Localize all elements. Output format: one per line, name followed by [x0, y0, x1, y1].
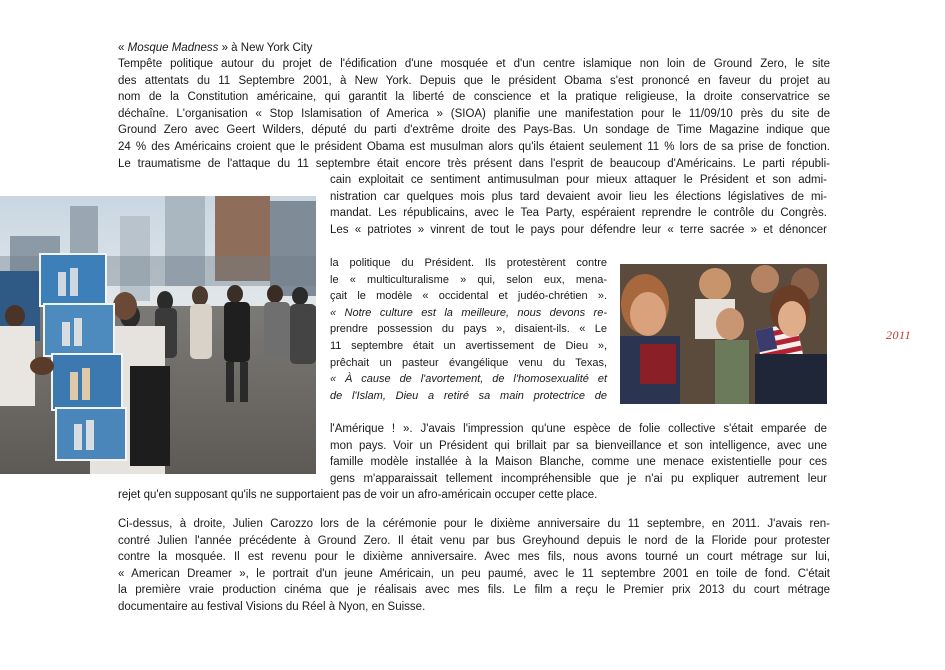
text-line: Ci-dessus, à droite, Julien Carozzo lors de la cérémonie pour le dixième anniversaire du 11 septembre, en 2011. J'avais ren- — [118, 518, 830, 530]
text-line: mandat. Les républicains, avec le Tea Party, espéraient reprendre le contrôle du Congrès. — [330, 207, 827, 220]
text-line: documentaire au festival Visions du Réel à Nyon, en Suisse. — [118, 600, 426, 613]
text-line: « American Dreamer », le portrait d'un jeune Américain, un peu paumé, avec le 11 septembre 2001 en toile de fond. C'était — [118, 567, 830, 580]
text-line: 11 septembre était un avertissement de Dieu », — [330, 339, 607, 352]
paragraph-1-low — [330, 421, 827, 487]
text-line: la politique du Président. Ils protestèrent contre — [330, 257, 607, 269]
paragraph-1-end — [118, 487, 830, 504]
heading-suffix: » à New York City — [221, 42, 313, 54]
heading-italic: Mosque Madness — [127, 42, 219, 54]
text-line: cain exploitait ce sentiment antimusulman pour mieux attaquer le Président et son admi- — [330, 174, 827, 186]
margin-year: 2011 — [886, 328, 912, 342]
text-line: « À cause de l'avortement, de l'homosexualité et — [330, 373, 607, 386]
paragraph-2 — [118, 516, 830, 616]
text-line: contre la mosquée. Il est revenu pour le dixième anniversaire. Avec mes fils, nous avons tourné un court métrage sur lui, — [118, 551, 830, 564]
photo-ground-zero-crowd-image — [0, 196, 316, 474]
paragraph-1-narrow — [330, 255, 607, 404]
text-line: « Notre culture est la meilleure, nous devons re- — [330, 306, 607, 319]
text-line: des attentats du 11 Septembre 2001, à New York. Depuis que le président Obama s'est prononcé en faveur du projet au — [118, 74, 830, 87]
text-line: çait le modèle « occidental et judéo-chrétien ». — [330, 290, 607, 303]
text-line: prendre possession du pays », disaient-ils. « Le — [330, 323, 607, 336]
photo-ceremony-flag — [620, 264, 827, 404]
text-line: famille modèle installée à la Maison Blanche, comme une menace existentielle pour ces — [330, 456, 827, 469]
text-line: l'Amérique ! ». J'avais l'impression qu'une espèce de folie collective s'était emparée de — [330, 423, 827, 435]
text-line: nom de la Constitution américaine, qui garantit la liberté de conscience et la pratique religieuse, la droite conservatrice se — [118, 91, 830, 104]
text-line: nistration car quelques mois plus tard devaient avoir lieu les élections législatives de mi- — [330, 190, 827, 203]
heading-prefix: « — [118, 42, 125, 54]
text-line: Le traumatisme de l'attaque du 11 septembre était encore très présent dans l'esprit de beaucoup d'Américains. Le parti républi- — [118, 157, 830, 170]
section-heading — [118, 40, 830, 57]
text-line: mon pays. Voir un Président qui brillait par sa bienveillance et son intelligence, avec une — [330, 439, 827, 452]
text-line: contré Julien l'année précédente à Ground Zero. Il était venu par bus Greyhound depuis le nord de la Floride pour protester — [118, 534, 830, 547]
text-line: de l'Islam, Dieu a retiré sa main protectrice de — [330, 389, 607, 402]
text-line: 24 % des Américains croient que le président Obama est musulman alors qu'ils étaient seulement 11 % lors de sa prise de fonction. — [118, 140, 830, 153]
text-line: la première vraie production cinéma que je réalisais avec mes fils. Le film a reçu le Premier prix 2013 du court métrage — [118, 584, 830, 597]
photo-ceremony-flag-image — [620, 264, 827, 404]
text-line: déchaîne. L'organisation « Stop Islamisation of America » (SIOA) planifie une manifestation pour le 11/09/10 près du site de — [118, 107, 830, 120]
text-line: prêchait un pasteur évangélique venu du Texas, — [330, 356, 607, 369]
text-line: rejet qu'en supposant qu'ils ne supportaient pas de voir un afro-américain occuper cette place. — [118, 489, 598, 501]
text-line: Tempête politique autour du projet de l'édification d'une mosquée et d'un centre islamique non loin de Ground Zero, le site — [118, 58, 830, 70]
text-line: Les « patriotes » vinrent de tout le pays pour défendre leur « terre sacrée » et dénoncer — [330, 223, 827, 236]
photo-ground-zero-crowd — [0, 196, 316, 474]
text-line: le « multiculturalisme » qui, selon eux, mena- — [330, 273, 607, 286]
text-line: gens m'apparaissait tellement incompréhensible que je n'ai pu expliquer autrement leur — [330, 472, 827, 485]
paragraph-1-top — [118, 56, 830, 172]
paragraph-1-mid — [330, 172, 827, 238]
text-line: Ground Zero avec Geert Wilders, député du parti d'extrême droite des Pays-Bas. Un sondage de Time Magazine indique que — [118, 124, 830, 137]
